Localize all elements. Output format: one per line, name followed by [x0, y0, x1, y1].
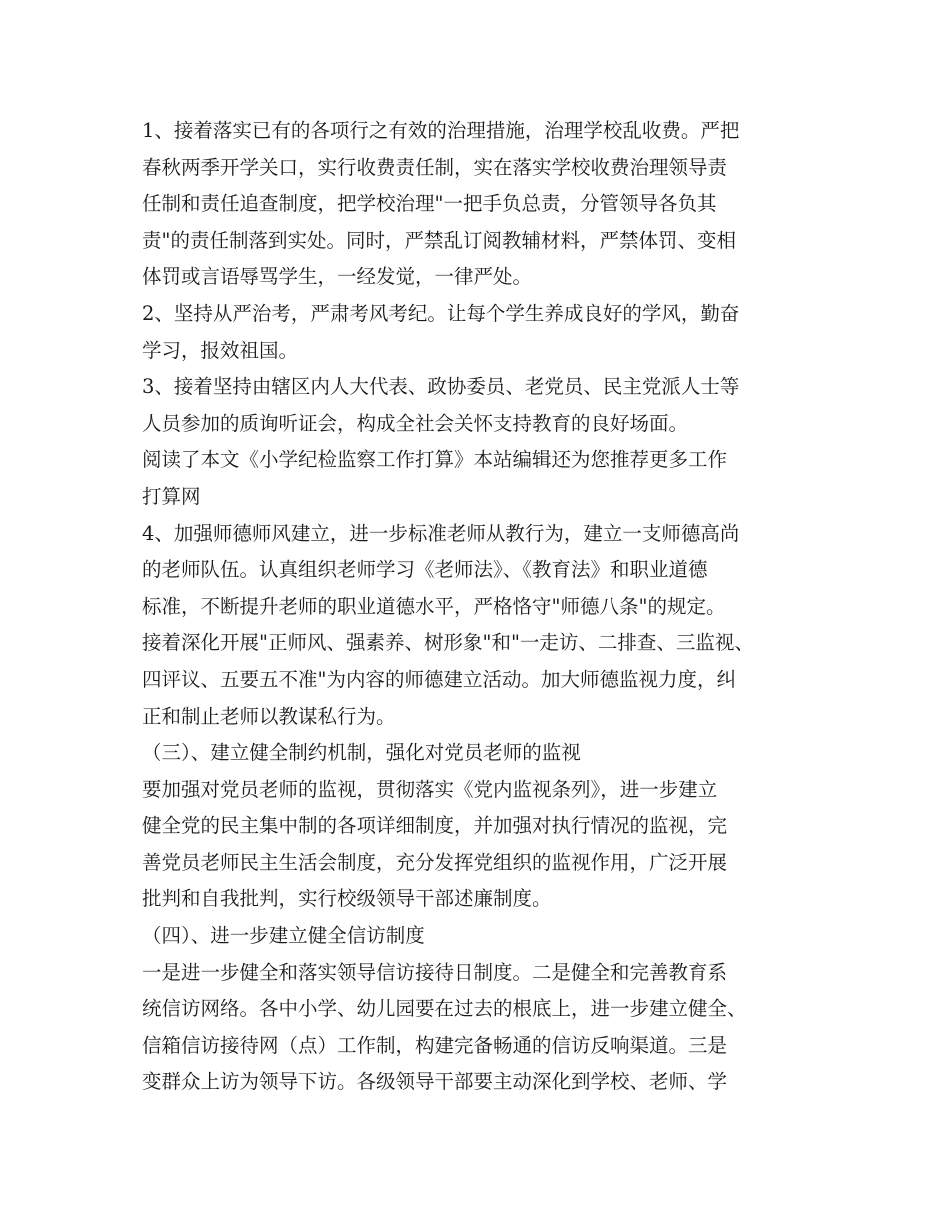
text-line: 1、接着落实已有的各项行之有效的治理措施，治理学校乱收费。严把 [142, 119, 740, 142]
text-line: 批判和自我批判，实行校级领导干部述廉制度。 [142, 887, 552, 911]
text-line: 善党员老师民主生活会制度，充分发挥党组织的监视作用，广泛开展 [142, 850, 728, 874]
text-line: 打算网 [142, 484, 201, 508]
text-line: 统信访网络。各中小学、幼儿园要在过去的根底上，进一步建立健全、 [142, 997, 747, 1021]
text-line: 责"的责任制落到实处。同时，严禁乱订阅教辅材料，严禁体罚、变相 [142, 228, 736, 252]
document-body [142, 113, 822, 1101]
text-line: 4、加强师德师风建立，进一步标准老师从教行为，建立一支师德高尚 [142, 521, 740, 545]
text-line: 2、坚持从严治考，严肃考风考纪。让每个学生养成良好的学风，勤奋 [142, 301, 740, 325]
text-line: 体罚或言语辱骂学生，一经发觉，一律严处。 [142, 265, 533, 289]
text-line: 一是进一步健全和落实领导信访接待日制度。二是健全和完善教育系 [142, 960, 728, 984]
text-line: 接着深化开展"正师风、强素养、树形象"和"一走访、二排查、三监视、 [142, 631, 754, 655]
text-line: 正和制止老师以教谋私行为。 [142, 704, 396, 728]
text-line: 健全党的民主集中制的各项详细制度，并加强对执行情况的监视，完 [142, 814, 728, 838]
text-line: 的老师队伍。认真组织老师学习《老师法》、《教育法》和职业道德 [142, 558, 708, 582]
section-heading: （四）、进一步建立健全信访制度 [142, 924, 425, 948]
text-line: 变群众上访为领导下访。各级领导干部要主动深化到学校、老师、学 [142, 1070, 728, 1094]
text-line: 信箱信访接待网（点）工作制，构建完备畅通的信访反响渠道。三是 [142, 1033, 728, 1057]
text-line: 人员参加的质询听证会，构成全社会关怀支持教育的良好场面。 [142, 411, 689, 435]
text-line: 标准，不断提升老师的职业道德水平，严格恪守"师德八条"的规定。 [142, 594, 726, 618]
text-line: 春秋两季开学关口，实行收费责任制，实在落实学校收费治理领导责 [142, 155, 728, 179]
text-line: 要加强对党员老师的监视，贯彻落实《党内监视条列》，进一步建立 [142, 777, 718, 801]
text-line: 3、接着坚持由辖区内人大代表、政协委员、老党员、民主党派人士等 [142, 375, 740, 399]
text-line: 学习，报效祖国。 [142, 338, 299, 362]
text-line: 阅读了本文《小学纪检监察工作打算》本站编辑还为您推荐更多工作 [142, 448, 728, 472]
text-line: 四评议、五要五不准"为内容的师德建立活动。加大师德监视力度，纠 [142, 667, 736, 691]
text-line: 任制和责任追查制度，把学校治理"一把手负总责，分管领导各负其 [142, 192, 717, 216]
section-heading: （三）、建立健全制约机制，强化对党员老师的监视 [142, 741, 581, 765]
